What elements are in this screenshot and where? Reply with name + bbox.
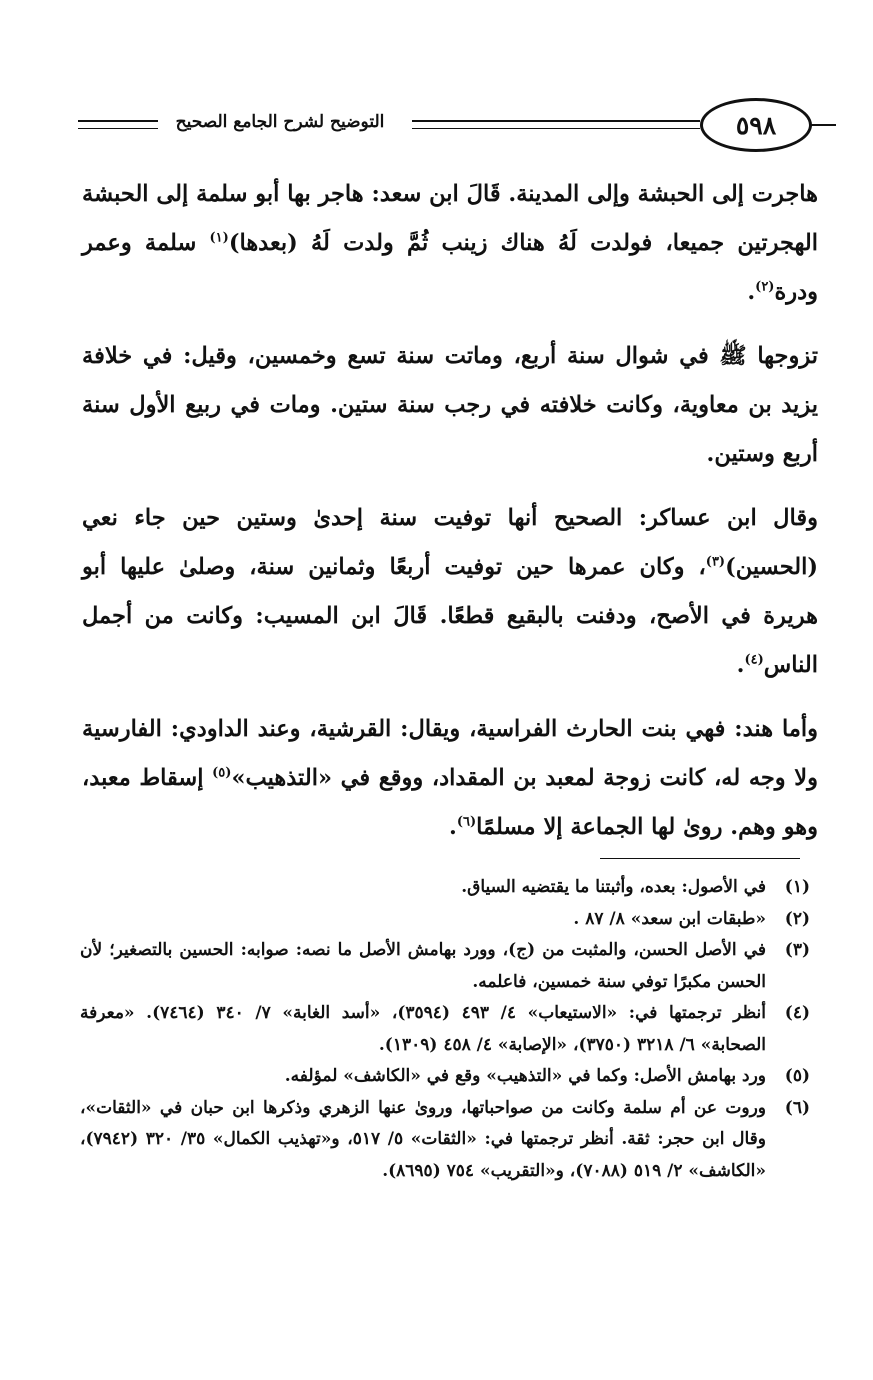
paragraph-text: ، وكان عمرها حين توفيت أربعًا وثمانين سنة، وصلىٰ عليها أبو هريرة في الأصح، ودفنت بالبقيع قطعًا. قَالَ ابن المسيب: وكانت من أجمل الناس bbox=[82, 554, 818, 678]
footnote-text: «طبقات ابن سعد» ٨/ ٨٧ . bbox=[573, 908, 766, 929]
footnote-item bbox=[80, 1093, 810, 1188]
footnote-text: أنظر ترجمتها في: «الاستيعاب» ٤/ ٤٩٣ (٣٥٩٤)، «أسد الغابة» ٧/ ٣٤٠ (٧٤٦٤). «معرفة الصحابة» ٦/ ٣٢١٨ (٣٧٥٠)، «الإصابة» ٤/ ٤٥٨ (١٣٠٩). bbox=[80, 1003, 766, 1055]
footnote-text: وروت عن أم سلمة وكانت من صواحباتها، وروىٰ عنها الزهري وذكرها ابن حبان في «الثقات»، وقال ابن حجر: ثقة. أنظر ترجمتها في: «الثقات» ٥/ ٥١٧، و«تهذيب الكمال» ٣٥/ ٣٢٠ (٧٩٤٢)، «الكاشف» ٢/ ٥١٩ (٧٠٨٨)، و«التقريب» ٧٥٤ (٨٦٩٥). bbox=[80, 1097, 766, 1181]
footnote-number: (٤) bbox=[784, 1003, 810, 1023]
paragraph-text: هاجرت إلى الحبشة وإلى المدينة. قَالَ ابن سعد: هاجر بها أبو سلمة إلى الحبشة الهجرتين جميعا، فولدت لَهُ هناك زينب ثُمَّ ولدت لَهُ (بعدها) bbox=[82, 181, 818, 256]
footnote-number: (٦) bbox=[784, 1097, 810, 1118]
paragraph bbox=[82, 332, 818, 479]
header-rule-left-bottom bbox=[78, 128, 158, 129]
paragraph-text: إسقاط معبد، وهو وهم. روىٰ لها الجماعة إلا مسلمًا bbox=[82, 765, 818, 840]
footnote-marker: (٥) bbox=[212, 765, 232, 781]
header-rule-left-top bbox=[78, 120, 158, 122]
page-number: ٥٩٨ bbox=[735, 110, 777, 140]
paragraph-text: . bbox=[449, 814, 457, 840]
paragraph-text: وأما هند: فهي بنت الحارث الفراسية، ويقال: القرشية، وعند الداودي: الفارسية ولا وجه له، كانت زوجة لمعبد بن المقداد، ووقع في «التذهيب» bbox=[82, 716, 818, 791]
footnote-item bbox=[80, 1061, 810, 1093]
footnote-divider bbox=[600, 858, 800, 859]
page-number-badge bbox=[700, 98, 812, 152]
running-title: التوضيح لشرح الجامع الصحيح bbox=[158, 112, 402, 132]
footnote-item bbox=[80, 872, 810, 904]
footnote-number: (٣) bbox=[784, 940, 810, 960]
footnote-marker: (٦) bbox=[456, 814, 477, 830]
header-rule-right bbox=[810, 124, 836, 126]
footnote-text: في الأصل الحسن، والمثبت من (ج)، وورد بهامش الأصل ما نصه: صوابه: الحسين بالتصغير؛ لأن الحسن مكبرًا توفي سنة خمسين، فاعلمه. bbox=[80, 940, 766, 992]
paragraph-text: . bbox=[736, 652, 745, 678]
footnote-number: (١) bbox=[784, 877, 810, 897]
main-text bbox=[82, 170, 818, 867]
paragraph bbox=[82, 705, 818, 852]
paragraph-text: سلمة وعمر ودرة bbox=[82, 230, 818, 305]
paragraph bbox=[82, 494, 818, 690]
footnote-text: ورد بهامش الأصل: وكما في «التذهيب» وقع في «الكاشف» لمؤلفه. bbox=[284, 1066, 766, 1086]
paragraph bbox=[82, 170, 818, 317]
page-header bbox=[78, 90, 808, 160]
footnote-number: (٥) bbox=[784, 1066, 810, 1086]
paragraph-text: وقال ابن عساكر: الصحيح أنها توفيت سنة إحدىٰ وستين حين جاء نعي (الحسين) bbox=[82, 505, 818, 580]
footnote-item bbox=[80, 935, 810, 998]
header-rule-middle-top bbox=[412, 120, 700, 122]
footnote-marker: (٢) bbox=[755, 279, 775, 295]
footnote-text: في الأصول: بعده، وأثبتنا ما يقتضيه السياق. bbox=[461, 877, 766, 897]
paragraph-text: تزوجها ﷺ في شوال سنة أربع، وماتت سنة تسع وخمسين، وقيل: في خلافة يزيد بن معاوية، وكانت خلافته في رجب سنة ستين. ومات في ربيع الأول سنة أربع وستين. bbox=[82, 343, 818, 467]
footnote-number: (٢) bbox=[784, 908, 810, 929]
footnote-marker: (٤) bbox=[744, 652, 764, 668]
header-rule-middle-bottom bbox=[412, 128, 700, 129]
footnote-marker: (١) bbox=[209, 230, 229, 246]
footnotes bbox=[80, 872, 810, 1187]
footnote-item bbox=[80, 904, 810, 936]
footnote-marker: (٣) bbox=[705, 554, 726, 570]
paragraph-text: . bbox=[747, 279, 756, 305]
footnote-item bbox=[80, 998, 810, 1061]
